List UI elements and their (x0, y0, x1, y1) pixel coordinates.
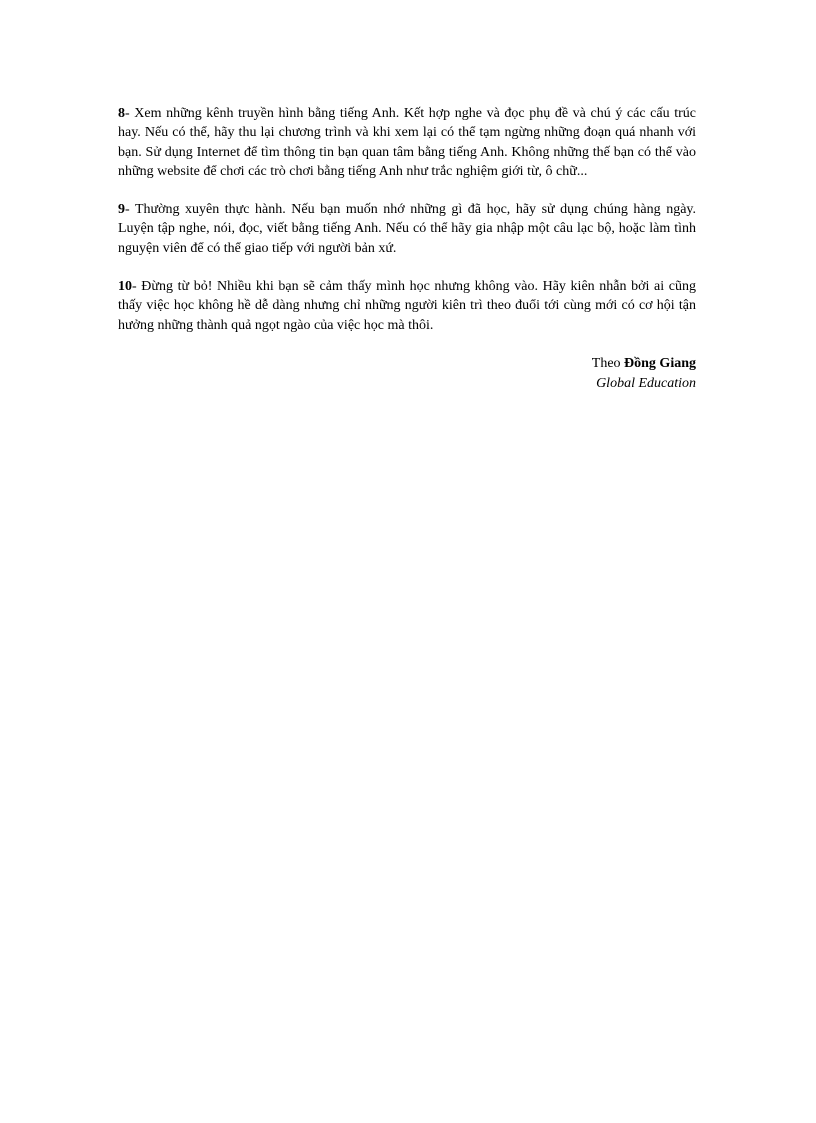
tip-number: 8 (118, 106, 125, 121)
tip-text: - Đừng từ bỏ! Nhiều khi bạn sẽ cảm thấy mình học nhưng không vào. Hãy kiên nhẫn bởi ai cũng thấy việc học không hề dễ dàng nhưng chỉ những người kiên trì theo đuổi tới cùng mới có cơ hội tận hưởng những thành quả ngọt ngào của việc học mà thôi. (118, 279, 696, 333)
tip-paragraph-8 (118, 104, 696, 181)
tip-number: 9 (118, 202, 125, 218)
signature-prefix: Theo (591, 355, 625, 371)
article-signature (118, 354, 696, 394)
signature-author-line (118, 354, 696, 374)
tip-text: - Thường xuyên thực hành. Nếu bạn muốn nhớ những gì đã học, hãy sử dụng chúng hàng ngày. Luyện tập nghe, nói, đọc, viết bằng tiếng Anh. Nếu có thể hãy gia nhập một câu lạc bộ, hoặc làm tình nguyện viên để có thể giao tiếp với người bản xứ. (118, 202, 696, 256)
tip-paragraph-9 (118, 200, 696, 258)
signature-author: Đồng Giang (624, 355, 696, 371)
tip-text: - Xem những kênh truyền hình bằng tiếng Anh. Kết hợp nghe và đọc phụ đề và chú ý các cấu trúc hay. Nếu có thể, hãy thu lại chương trình và khi xem lại có thể tạm ngừng những đoạn quá nhanh với bạn. Sử dụng Internet để tìm thông tin bạn quan tâm bằng tiếng Anh. Không những thế bạn có thể vào những website để chơi các trò chơi bằng tiếng Anh như trắc nghiệm giới từ, ô chữ... (118, 106, 696, 179)
signature-source: Global Education (596, 375, 696, 391)
document-page (118, 104, 696, 394)
tip-paragraph-10 (118, 277, 696, 335)
tip-number: 10 (118, 279, 132, 295)
